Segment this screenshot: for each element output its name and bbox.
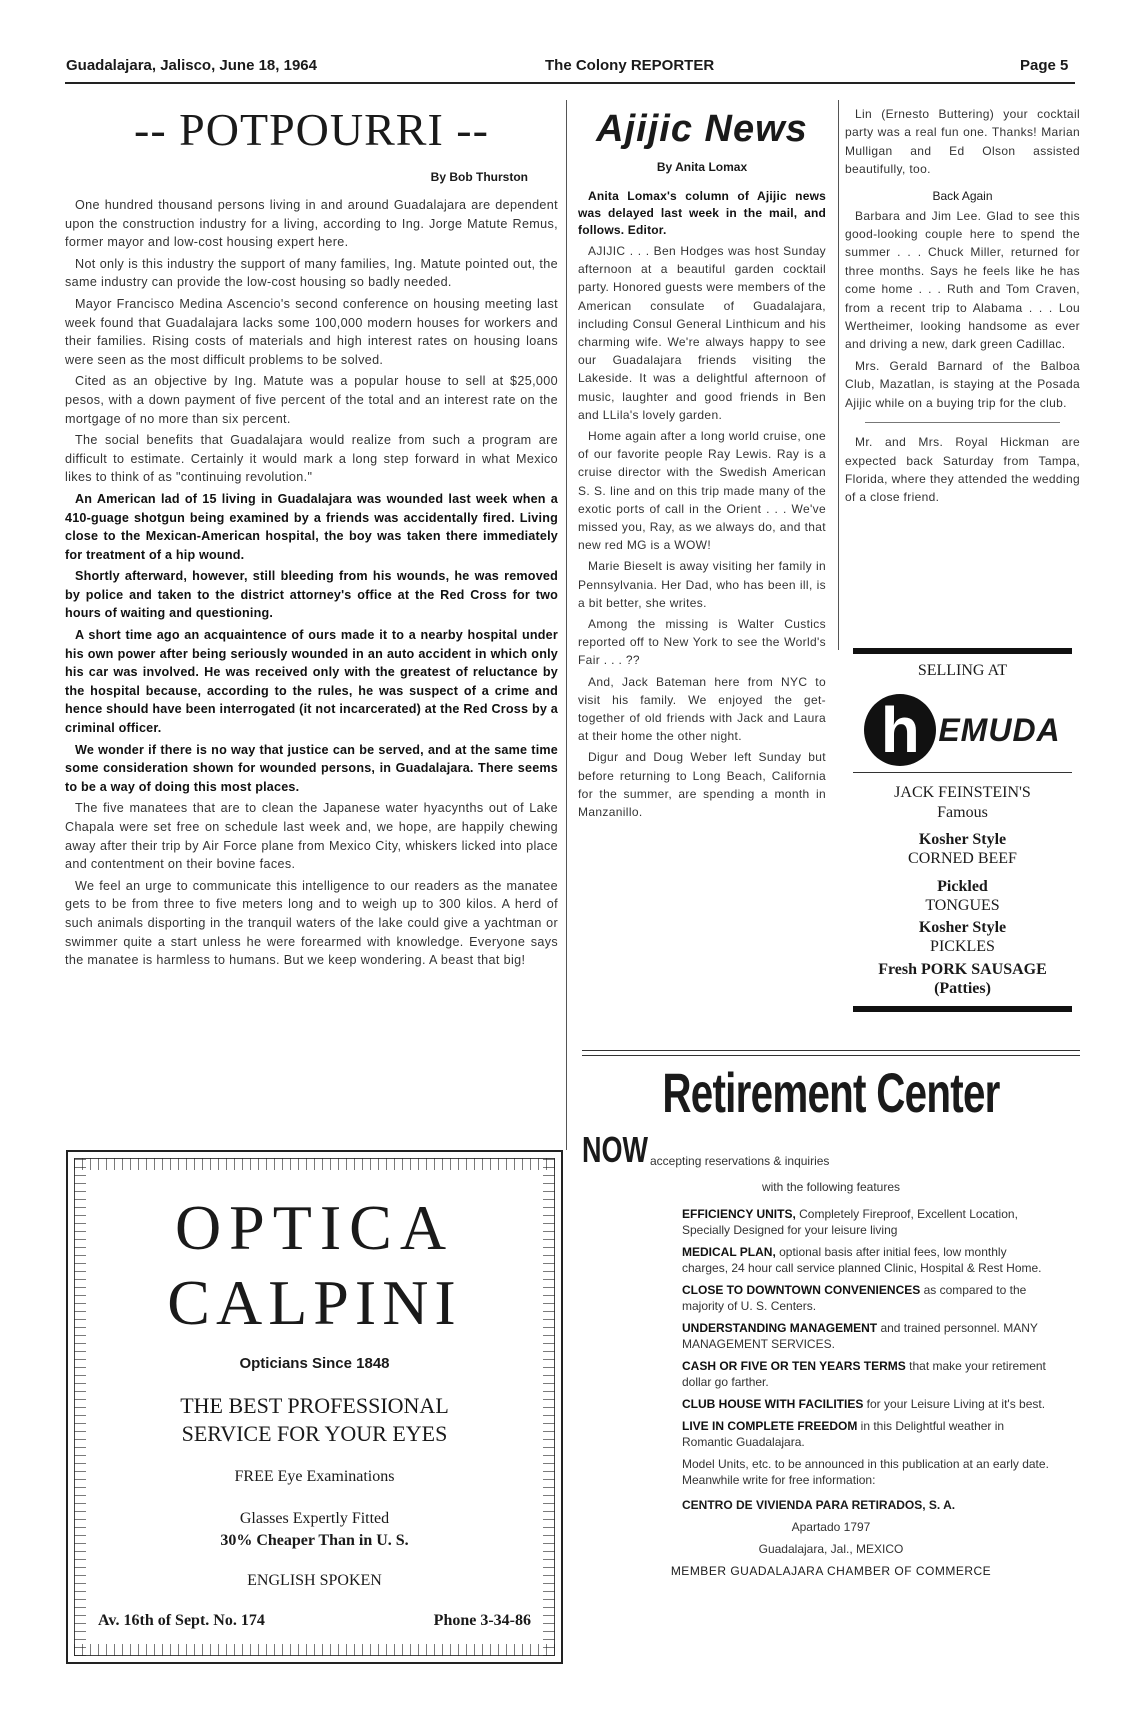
- optica-since: Opticians Since 1848: [239, 1355, 390, 1372]
- optica-address: Av. 16th of Sept. No. 174: [98, 1612, 265, 1629]
- feature-item: [682, 1358, 1052, 1390]
- divider: [865, 422, 1060, 423]
- column-rule: [566, 100, 567, 1150]
- potpourri-body: [65, 196, 558, 970]
- optica-best2: SERVICE FOR YOUR EYES: [181, 1421, 448, 1446]
- feature-detail: that make your retirement dollar go farther.: [682, 1359, 1046, 1389]
- optica-ad: [66, 1150, 563, 1664]
- hickman-text: Mr. and Mrs. Royal Hickman are expected back Saturday from Tampa, Florida, where they attended the wedding of a close friend.: [845, 435, 1080, 505]
- ajijic-body: [578, 242, 826, 821]
- feature-detail: for your Leisure Living at it's best.: [863, 1397, 1046, 1411]
- with-features: with the following features: [761, 1180, 901, 1194]
- owner: JACK FEINSTEIN'S: [894, 784, 1031, 801]
- potpourri-paragraph: Mayor Francisco Medina Ascencio's second conference on housing meeting last week found that Guadalajara lacks some 100,000 modern houses for workers and their families. Rising costs of materials and high interest rates on housing loans were seen as the most difficult problems to be solved.: [65, 296, 558, 367]
- optica-cheaper: 30% Cheaper Than in U. S.: [220, 1532, 409, 1549]
- selling-at: SELLING AT: [917, 662, 1008, 679]
- ajijic-title: Ajijic News: [596, 108, 808, 150]
- feature-detail: as compared to the majority of U. S. Centers.: [682, 1283, 1027, 1313]
- optica-line1: OPTICA: [174, 1192, 455, 1263]
- column-rule: [838, 100, 839, 650]
- item-pickles: PICKLES: [930, 938, 995, 955]
- ajijic-paragraph: Among the missing is Walter Custics reported off to New York to see the World's Fair . . . ??: [578, 617, 826, 668]
- hemuda-logo: [845, 694, 1080, 766]
- potpourri-paragraph: We wonder if there is no way that justice can be served, and at the same time some consideration shown for wounded persons, in Guadalajara. There seems to be a way of doing this most places.: [65, 742, 558, 794]
- ajijic-paragraph: Home again after a long world cruise, one of our favorite people Ray Lewis. Ray is a cruise director with the Swedish American S. S. line and on this trip made many of the exotic ports of call in the Orient . . . We've missed you, Ray, as we always do, and that new red MG is a WOW!: [578, 429, 826, 553]
- accepting-text: accepting reservations & inquiries: [650, 1154, 830, 1168]
- feature-lead: EFFICIENCY UNITS,: [682, 1207, 796, 1221]
- potpourri-paragraph: An American lad of 15 living in Guadalajara was wounded last week when a 410-guage shotgun being examined by a friends was accidentally fired. Living close to the Mexican-American hospital, the boy was taken there immediately for treatment of a hip wound.: [65, 491, 558, 562]
- retirement-ad: [582, 1050, 1080, 1670]
- item-pork-sausage: Fresh PORK SAUSAGE: [878, 961, 1047, 978]
- org-name: CENTRO DE VIVIENDA PARA RETIRADOS, S. A.: [682, 1498, 956, 1512]
- ad-bar: [853, 648, 1072, 654]
- feature-detail: Completely Fireproof, Excellent Location, Specially Designed for your leisure living: [682, 1207, 1018, 1237]
- feature-lead: UNDERSTANDING MANAGEMENT: [682, 1321, 878, 1335]
- optica-english: ENGLISH SPOKEN: [247, 1572, 382, 1589]
- optica-phone: Phone 3-34-86: [433, 1612, 531, 1629]
- item-patties: (Patties): [934, 980, 991, 997]
- back-again-heading: Back Again: [932, 188, 993, 203]
- ajijic-paragraph: And, Jack Bateman here from NYC to visit his family. We enjoyed the get- together of old friends with Jack and Laura at their home the other night.: [578, 674, 826, 744]
- hemuda-logo-text: EMUDA: [938, 711, 1061, 748]
- back-again-text: Barbara and Jim Lee. Glad to see this good-looking couple here to spend the summer . . . Chuck Miller, returned for three months. Says he feels like he has come home . . . Ruth and Tom Craven, from a recent trip to Alabama . . . Lou Wertheimer, looking handsome as ever and driving a new, dark green Cadillac.: [845, 208, 1080, 352]
- now-label: NOW: [582, 1129, 648, 1170]
- right-column: [845, 105, 1080, 510]
- potpourri-paragraph: Cited as an objective by Ing. Matute was a popular house to sell at $25,000 pesos, with a down payment of five percent of the total and an interest rate on the mortgage of no more than six percent.: [65, 374, 558, 426]
- feature-lead: CLOSE TO DOWNTOWN CONVENIENCES: [682, 1283, 921, 1297]
- border-pattern: [74, 1158, 555, 1170]
- feature-item: [682, 1244, 1052, 1276]
- barnard-text: Mrs. Gerald Barnard of the Balboa Club, Mazatlan, is staying at the Posada Ajijic while on a buying trip for the club.: [845, 358, 1080, 410]
- potpourri-paragraph: A short time ago an acquaintence of ours made it to a nearby hospital under his own power after being seriously wounded in an auto accident in which only his car was involved. He was received only with the greatest of reluctance by the hospital because, according to the rules, he was suspect of a crime and hence should have been interrogated (it not incarcerated) at the Red Cross by a criminal officer.: [65, 628, 558, 736]
- feature-item: [682, 1456, 1052, 1488]
- hemuda-logo-mark: h: [864, 694, 936, 766]
- border-pattern: [74, 1644, 555, 1656]
- famous: Famous: [937, 804, 988, 821]
- header-rule: [65, 82, 1075, 84]
- feature-lead: MEDICAL PLAN,: [682, 1245, 776, 1259]
- retirement-title: Retirement Center: [662, 1061, 1000, 1124]
- ajijic-continued: Lin (Ernesto Buttering) your cocktail party was a real fun one. Thanks! Marian Mulligan and Ed Olson assisted beautifully, too.: [845, 107, 1080, 177]
- ajijic-paragraph: AJIJIC . . . Ben Hodges was host Sunday afternoon at a beautiful garden cocktail party. Honored guests were members of the American consulate of Guadalajara, including Consul General Linthicum and his charming wife. We're always happy to see our Guadalajara friends visiting the Lakeside. It was a delightful afternoon of music, laughter and good friends in Ben and LLila's lovely garden.: [578, 244, 826, 422]
- feature-item: [682, 1320, 1052, 1352]
- potpourri-paragraph: Not only is this industry the support of many families, Ing. Matute pointed out, the same industry can provide the low-cost housing so badly needed.: [65, 256, 558, 290]
- optica-best1: THE BEST PROFESSIONAL: [180, 1393, 449, 1418]
- feature-item: [682, 1206, 1052, 1238]
- potpourri-column: [65, 100, 558, 973]
- dateline: Guadalajara, Jalisco, June 18, 1964: [66, 57, 317, 74]
- item-tongues: TONGUES: [925, 897, 1000, 914]
- ajijic-column: [578, 100, 826, 824]
- optica-line2: CALPINI: [167, 1267, 462, 1338]
- ajijic-paragraph: Digur and Doug Weber left Sunday but before returning to Long Beach, California for the summer, are spending a month in Manzanillo.: [578, 750, 826, 820]
- hemuda-ad: [845, 648, 1080, 1016]
- feature-detail: optional basis after initial fees, low monthly charges, 24 hour call service planned Clinic, Hospital & Rest Home.: [682, 1245, 1042, 1275]
- city: Guadalajara, Jal., MEXICO: [758, 1542, 904, 1556]
- feature-item: [682, 1418, 1052, 1450]
- paper-name: The Colony REPORTER: [545, 57, 715, 74]
- feature-item: [682, 1282, 1052, 1314]
- ajijic-paragraph: Marie Bieselt is away visiting her family in Pennsylvania. Her Dad, who has been ill, is a bit better, she writes.: [578, 559, 826, 610]
- apartado: Apartado 1797: [791, 1520, 871, 1534]
- feature-detail: and trained personnel. MANY MANAGEMENT SERVICES.: [682, 1321, 1038, 1351]
- member-chamber: MEMBER GUADALAJARA CHAMBER OF COMMERCE: [670, 1564, 992, 1578]
- ad-bar: [853, 1006, 1072, 1012]
- feature-lead: LIVE IN COMPLETE FREEDOM: [682, 1419, 858, 1433]
- potpourri-paragraph: Shortly afterward, however, still bleeding from his wounds, he was removed by police and taken to the district attorney's office at the Red Cross for two hours of waiting and questioning.: [65, 569, 558, 621]
- page-number: Page 5: [1020, 57, 1069, 74]
- feature-detail: in this Delightful weather in Romantic Guadalajara.: [682, 1419, 1005, 1449]
- ajijic-intro: Anita Lomax's column of Ajijic news was delayed last week in the mail, and follows. Editor.: [578, 189, 826, 237]
- item-pickled: Pickled: [937, 878, 988, 895]
- potpourri-byline: By Bob Thurston: [430, 170, 528, 184]
- optica-glasses: Glasses Expertly Fitted: [239, 1510, 390, 1527]
- item-kosher-2: Kosher Style: [918, 919, 1007, 936]
- potpourri-paragraph: The social benefits that Guadalajara would realize from such a program are difficult to estimate. Certainly it would mark a long step forward in what Mexico likes to think of as "continuing revolution.": [65, 433, 558, 485]
- feature-detail: Model Units, etc. to be announced in this publication at an early date. Meanwhile write for free information:: [682, 1457, 1049, 1487]
- potpourri-paragraph: The five manatees that are to clean the Japanese water hyacynths out of Lake Chapala were set free on schedule last week and, we hope, are happily chewing away after their trip by Air Force plane from Mexico City, whiskers licked into place and contentment on their bovine faces.: [65, 801, 558, 872]
- feature-item: [682, 1396, 1052, 1412]
- optica-free: FREE Eye Examinations: [234, 1468, 395, 1485]
- ajijic-byline: By Anita Lomax: [656, 160, 748, 174]
- feature-list: [682, 1206, 1052, 1488]
- potpourri-paragraph: We feel an urge to communicate this intelligence to our readers as the manatee gets to be from three to five meters long and to weigh up to 300 kilos. A herd of such animals disporting in the tranquil waters of the lake could give a yachtman or swimmer quite a start unless he were forearmed with knowledge. Everyone says the manatee is harmless to humans. But we keep wondering. A beast that big!: [65, 878, 558, 968]
- feature-lead: CLUB HOUSE WITH FACILITIES: [682, 1397, 864, 1411]
- potpourri-title: -- POTPOURRI --: [134, 104, 489, 155]
- potpourri-paragraph: One hundred thousand persons living in and around Guadalajara are dependent upon the construction industry for a living, according to Ing. Jorge Matute Remus, former mayor and low-cost housing expert here.: [65, 198, 558, 250]
- feature-lead: CASH OR FIVE OR TEN YEARS TERMS: [682, 1359, 906, 1373]
- item-kosher-1: Kosher Style: [918, 831, 1007, 848]
- item-corned-beef: CORNED BEEF: [908, 850, 1017, 867]
